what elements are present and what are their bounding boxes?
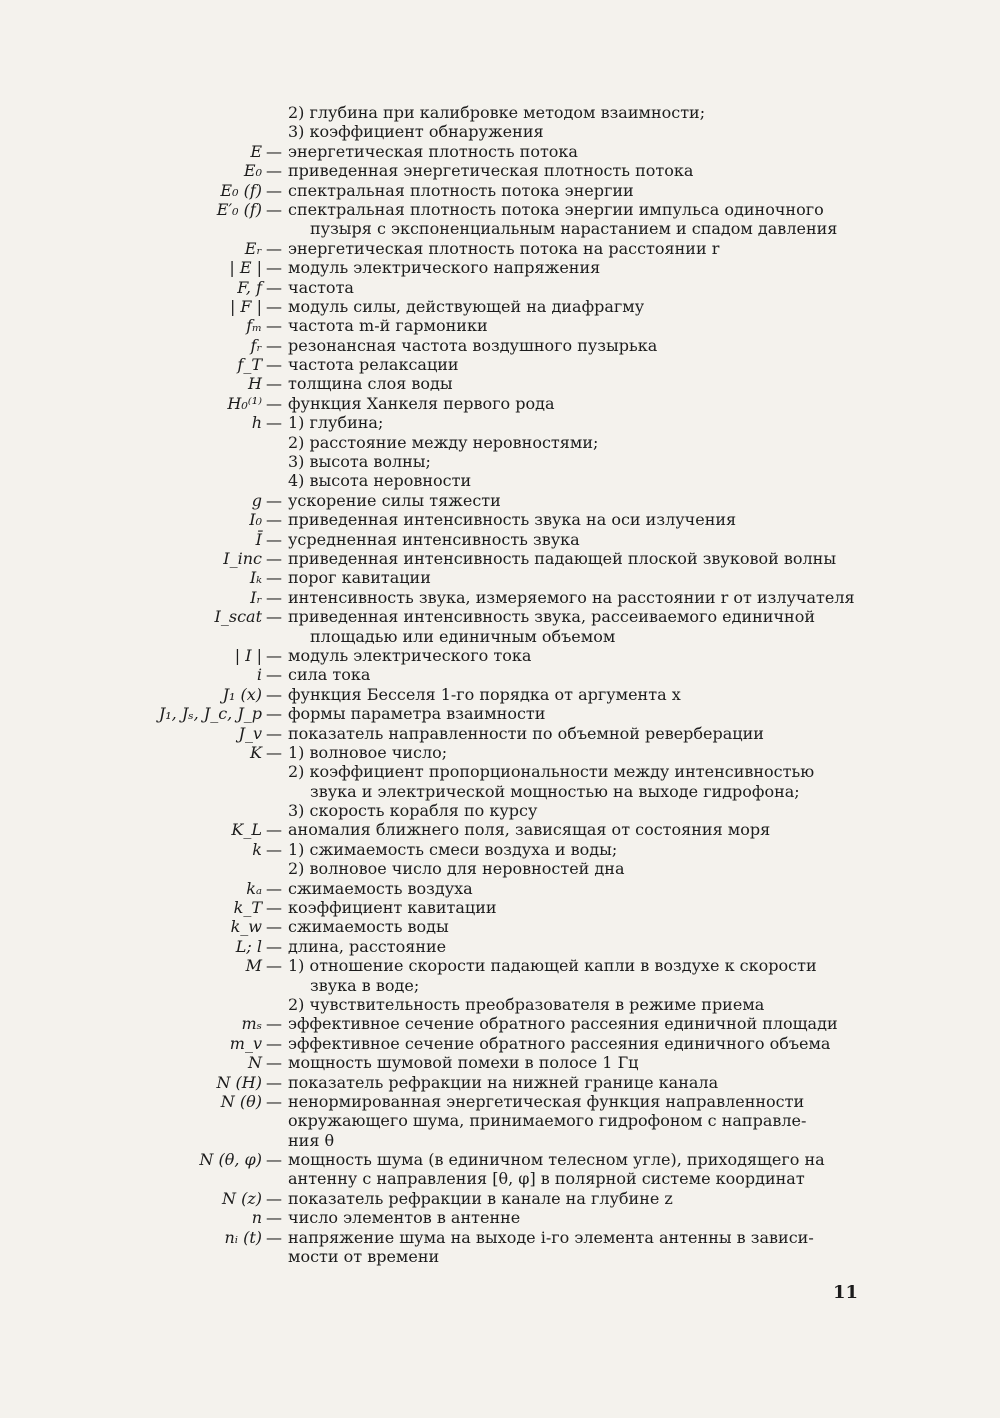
entry-dash: —	[266, 936, 282, 956]
entry-text: площадью или единичным объемом	[310, 626, 616, 646]
entry-dash: —	[266, 878, 282, 898]
entry-symbol: K_L	[231, 820, 262, 840]
entry-row	[0, 879, 1000, 898]
entry-text: частота	[288, 277, 354, 297]
entry-text: эффективное сечение обратного рассеяния единичного объема	[288, 1033, 831, 1053]
entry-dash: —	[266, 1188, 282, 1208]
entry-row	[0, 724, 1000, 743]
entry-text: ускорение силы тяжести	[288, 490, 501, 510]
entry-row	[0, 1228, 1000, 1247]
entry-dash: —	[266, 587, 282, 607]
entry-dash: —	[266, 665, 282, 685]
entry-text: 3) высота волны;	[288, 452, 431, 472]
entry-text: частота релаксации	[288, 355, 459, 375]
entry-text: антенну с направления [θ, φ] в полярной системе координат	[288, 1169, 805, 1189]
entry-row	[0, 646, 1000, 665]
entry-text: 2) глубина при калибровке методом взаимности;	[288, 103, 706, 122]
entry-text: 1) волновое число;	[288, 742, 448, 762]
entry-dash: —	[266, 568, 282, 588]
entry-symbol: F, f	[237, 277, 262, 297]
entry-symbol: fᵣ	[250, 335, 262, 355]
entry-symbol: M	[245, 956, 262, 976]
entry-row	[0, 530, 1000, 549]
entry-text: спектральная плотность потока энергии импульса одиночного	[288, 199, 824, 219]
entry-row	[0, 685, 1000, 704]
entry-dash: —	[266, 490, 282, 510]
entry-row	[0, 820, 1000, 839]
entry-row	[0, 588, 1000, 607]
entry-dash: —	[266, 180, 282, 200]
entry-text: усредненная интенсивность звука	[288, 529, 580, 549]
entry-symbol: N (H)	[216, 1072, 262, 1092]
entry-row	[0, 278, 1000, 297]
entry-row	[0, 122, 1000, 141]
entry-symbol: kₐ	[246, 878, 262, 898]
entry-symbol: Ī	[255, 529, 262, 549]
entry-dash: —	[266, 277, 282, 297]
entry-text: звука в воде;	[310, 975, 420, 995]
entry-text: энергетическая плотность потока на расстоянии r	[288, 238, 720, 258]
entry-symbol: J₁ (x)	[222, 684, 262, 704]
entry-text: мощность шумовой помехи в полосе 1 Гц	[288, 1053, 639, 1073]
entry-text: 3) скорость корабля по курсу	[288, 801, 538, 821]
entry-text: 2) волновое число для неровностей дна	[288, 859, 625, 879]
entry-text: модуль силы, действующей на диафрагму	[288, 296, 645, 316]
entry-text: мости от времени	[288, 1247, 440, 1267]
entry-text: ненормированная энергетическая функция направленности	[288, 1091, 805, 1111]
entry-row	[0, 1111, 1000, 1130]
entry-row	[0, 568, 1000, 587]
entry-dash: —	[266, 1072, 282, 1092]
entry-text: приведенная интенсивность падающей плоской звуковой волны	[288, 548, 837, 568]
entry-symbol: N (θ, φ)	[199, 1150, 262, 1170]
entry-dash: —	[266, 529, 282, 549]
entry-text: показатель направленности по объемной реверберации	[288, 723, 764, 743]
entry-row	[0, 491, 1000, 510]
entry-text: длина, расстояние	[288, 936, 447, 956]
entry-row	[0, 840, 1000, 859]
entry-row	[0, 743, 1000, 762]
entry-text: модуль электрического напряжения	[288, 258, 601, 278]
entry-row	[0, 549, 1000, 568]
entry-text: 3) коэффициент обнаружения	[288, 122, 544, 142]
entry-text: окружающего шума, принимаемого гидрофоном с направле-	[288, 1111, 807, 1131]
entry-row	[0, 801, 1000, 820]
entry-symbol: k_T	[233, 898, 262, 918]
entry-row	[0, 219, 1000, 238]
entry-dash: —	[266, 238, 282, 258]
entry-dash: —	[266, 684, 282, 704]
entry-text: приведенная интенсивность звука на оси излучения	[288, 510, 737, 530]
entry-text: показатель рефракции в канале на глубине z	[288, 1188, 673, 1208]
entry-symbol: fₘ	[246, 316, 262, 336]
entry-row	[0, 1034, 1000, 1053]
entry-row	[0, 995, 1000, 1014]
entry-text: функция Ханкеля первого рода	[288, 393, 555, 413]
entry-symbol: h	[251, 413, 262, 433]
entry-text: спектральная плотность потока энергии	[288, 180, 634, 200]
entry-dash: —	[266, 335, 282, 355]
entry-dash: —	[266, 742, 282, 762]
entry-dash: —	[266, 258, 282, 278]
entry-text: порог кавитации	[288, 568, 431, 588]
entry-dash: —	[266, 393, 282, 413]
entry-text: 2) коэффициент пропорциональности между интенсивностью	[288, 762, 815, 782]
entry-symbol: I₀	[249, 510, 262, 530]
entry-text: толщина слоя воды	[288, 374, 453, 394]
entry-row	[0, 1053, 1000, 1072]
entry-row	[0, 355, 1000, 374]
entry-row	[0, 316, 1000, 335]
entry-row	[0, 976, 1000, 995]
entry-symbol: mₛ	[241, 1014, 262, 1034]
entry-symbol: k_w	[230, 917, 262, 937]
entry-text: сжимаемость воздуха	[288, 878, 473, 898]
entry-row	[0, 1014, 1000, 1033]
entry-row	[0, 762, 1000, 781]
entry-dash: —	[266, 607, 282, 627]
entry-dash: —	[266, 917, 282, 937]
entry-row	[0, 510, 1000, 529]
entry-row	[0, 374, 1000, 393]
entry-symbol: | I |	[234, 645, 262, 665]
entry-row	[0, 607, 1000, 626]
entry-text: энергетическая плотность потока	[288, 141, 578, 161]
entry-dash: —	[266, 820, 282, 840]
entry-row	[0, 471, 1000, 490]
entry-row	[0, 859, 1000, 878]
entry-row	[0, 665, 1000, 684]
symbol-list	[0, 103, 1000, 1266]
entry-text: 2) расстояние между неровностями;	[288, 432, 599, 452]
entry-text: функция Бесселя 1-го порядка от аргумента x	[288, 684, 681, 704]
entry-symbol: Iᵣ	[250, 587, 262, 607]
entry-dash: —	[266, 199, 282, 219]
entry-symbol: H₀⁽¹⁾	[227, 393, 262, 413]
entry-row	[0, 200, 1000, 219]
entry-text: пузыря с экспоненциальным нарастанием и спадом давления	[310, 219, 838, 239]
entry-dash: —	[266, 956, 282, 976]
entry-row	[0, 181, 1000, 200]
entry-dash: —	[266, 1033, 282, 1053]
entry-text: эффективное сечение обратного рассеяния единичной площади	[288, 1014, 838, 1034]
entry-text: мощность шума (в единичном телесном угле), приходящего на	[288, 1150, 825, 1170]
entry-text: интенсивность звука, измеряемого на расстоянии r от излучателя	[288, 587, 855, 607]
entry-text: аномалия ближнего поля, зависящая от состояния моря	[288, 820, 771, 840]
entry-text: приведенная интенсивность звука, рассеиваемого единичной	[288, 607, 816, 627]
page-number: 11	[833, 1282, 859, 1303]
entry-row	[0, 413, 1000, 432]
entry-symbol: K	[250, 742, 262, 762]
entry-symbol: n	[251, 1208, 262, 1228]
entry-text: 2) чувствительность преобразователя в режиме приема	[288, 994, 765, 1014]
entry-dash: —	[266, 355, 282, 375]
entry-dash: —	[266, 645, 282, 665]
entry-symbol: I_inc	[223, 548, 262, 568]
entry-dash: —	[266, 296, 282, 316]
entry-text: частота m-й гармоники	[288, 316, 488, 336]
entry-symbol: E	[250, 141, 262, 161]
entry-dash: —	[266, 141, 282, 161]
entry-dash: —	[266, 510, 282, 530]
entry-row	[0, 452, 1000, 471]
entry-dash: —	[266, 1208, 282, 1228]
entry-row	[0, 1208, 1000, 1227]
entry-symbol: N (θ)	[220, 1091, 262, 1111]
entry-symbol: J₁, Jₛ, J_c, J_p	[158, 704, 262, 724]
entry-text: коэффициент кавитации	[288, 898, 497, 918]
entry-row	[0, 1247, 1000, 1266]
entry-row	[0, 1131, 1000, 1150]
entry-row	[0, 1073, 1000, 1092]
entry-row	[0, 297, 1000, 316]
entry-dash: —	[266, 898, 282, 918]
entry-dash: —	[266, 316, 282, 336]
entry-text: напряжение шума на выходе i-го элемента антенны в зависи-	[288, 1227, 814, 1247]
entry-row	[0, 898, 1000, 917]
entry-symbol: J_v	[238, 723, 262, 743]
entry-symbol: Iₖ	[249, 568, 262, 588]
entry-text: приведенная энергетическая плотность потока	[288, 161, 694, 181]
entry-symbol: N (z)	[222, 1188, 262, 1208]
entry-row	[0, 433, 1000, 452]
entry-symbol: E₀ (f)	[220, 180, 262, 200]
entry-symbol: f_T	[237, 355, 262, 375]
entry-dash: —	[266, 161, 282, 181]
entry-text: сжимаемость воды	[288, 917, 449, 937]
entry-symbol: k	[252, 839, 262, 859]
entry-symbol: i	[256, 665, 262, 685]
entry-text: формы параметра взаимности	[288, 704, 546, 724]
entry-symbol: E′₀ (f)	[216, 199, 262, 219]
entry-dash: —	[266, 374, 282, 394]
entry-text: показатель рефракции на нижней границе канала	[288, 1072, 719, 1092]
entry-dash: —	[266, 1053, 282, 1073]
entry-symbol: L; l	[235, 936, 262, 956]
entry-row	[0, 627, 1000, 646]
entry-dash: —	[266, 548, 282, 568]
entry-symbol: I_scat	[214, 607, 262, 627]
entry-text: 4) высота неровности	[288, 471, 472, 491]
entry-row	[0, 782, 1000, 801]
entry-symbol: m_v	[229, 1033, 262, 1053]
entry-dash: —	[266, 1227, 282, 1247]
entry-symbol: H	[248, 374, 262, 394]
entry-dash: —	[266, 704, 282, 724]
entry-text: число элементов в антенне	[288, 1208, 521, 1228]
entry-row	[0, 142, 1000, 161]
entry-text: ния θ	[288, 1130, 335, 1150]
entry-dash: —	[266, 413, 282, 433]
entry-row	[0, 336, 1000, 355]
entry-row	[0, 239, 1000, 258]
entry-symbol: nᵢ (t)	[224, 1227, 262, 1247]
entry-text: 1) сжимаемость смеси воздуха и воды;	[288, 839, 618, 859]
entry-row	[0, 258, 1000, 277]
entry-row	[0, 1092, 1000, 1111]
entry-dash: —	[266, 1014, 282, 1034]
entry-symbol: g	[251, 490, 262, 510]
entry-text: модуль электрического тока	[288, 645, 532, 665]
entry-row	[0, 704, 1000, 723]
entry-dash: —	[266, 1150, 282, 1170]
entry-row	[0, 1150, 1000, 1169]
entry-dash: —	[266, 1091, 282, 1111]
entry-text: 1) отношение скорости падающей капли в воздухе к скорости	[288, 956, 817, 976]
entry-row	[0, 956, 1000, 975]
entry-symbol: Eᵣ	[244, 238, 262, 258]
entry-text: резонансная частота воздушного пузырька	[288, 335, 658, 355]
entry-symbol: E₀	[243, 161, 262, 181]
entry-row	[0, 1169, 1000, 1188]
entry-row	[0, 394, 1000, 413]
entry-row	[0, 1189, 1000, 1208]
entry-symbol: | F |	[229, 296, 262, 316]
entry-dash: —	[266, 723, 282, 743]
entry-row	[0, 161, 1000, 180]
entry-text: сила тока	[288, 665, 371, 685]
entry-symbol: N	[248, 1053, 262, 1073]
entry-symbol: | E |	[229, 258, 262, 278]
entry-dash: —	[266, 839, 282, 859]
entry-row	[0, 917, 1000, 936]
entry-text: 1) глубина;	[288, 413, 384, 433]
entry-row	[0, 103, 1000, 122]
entry-row	[0, 937, 1000, 956]
entry-text: звука и электрической мощностью на выходе гидрофона;	[310, 781, 800, 801]
